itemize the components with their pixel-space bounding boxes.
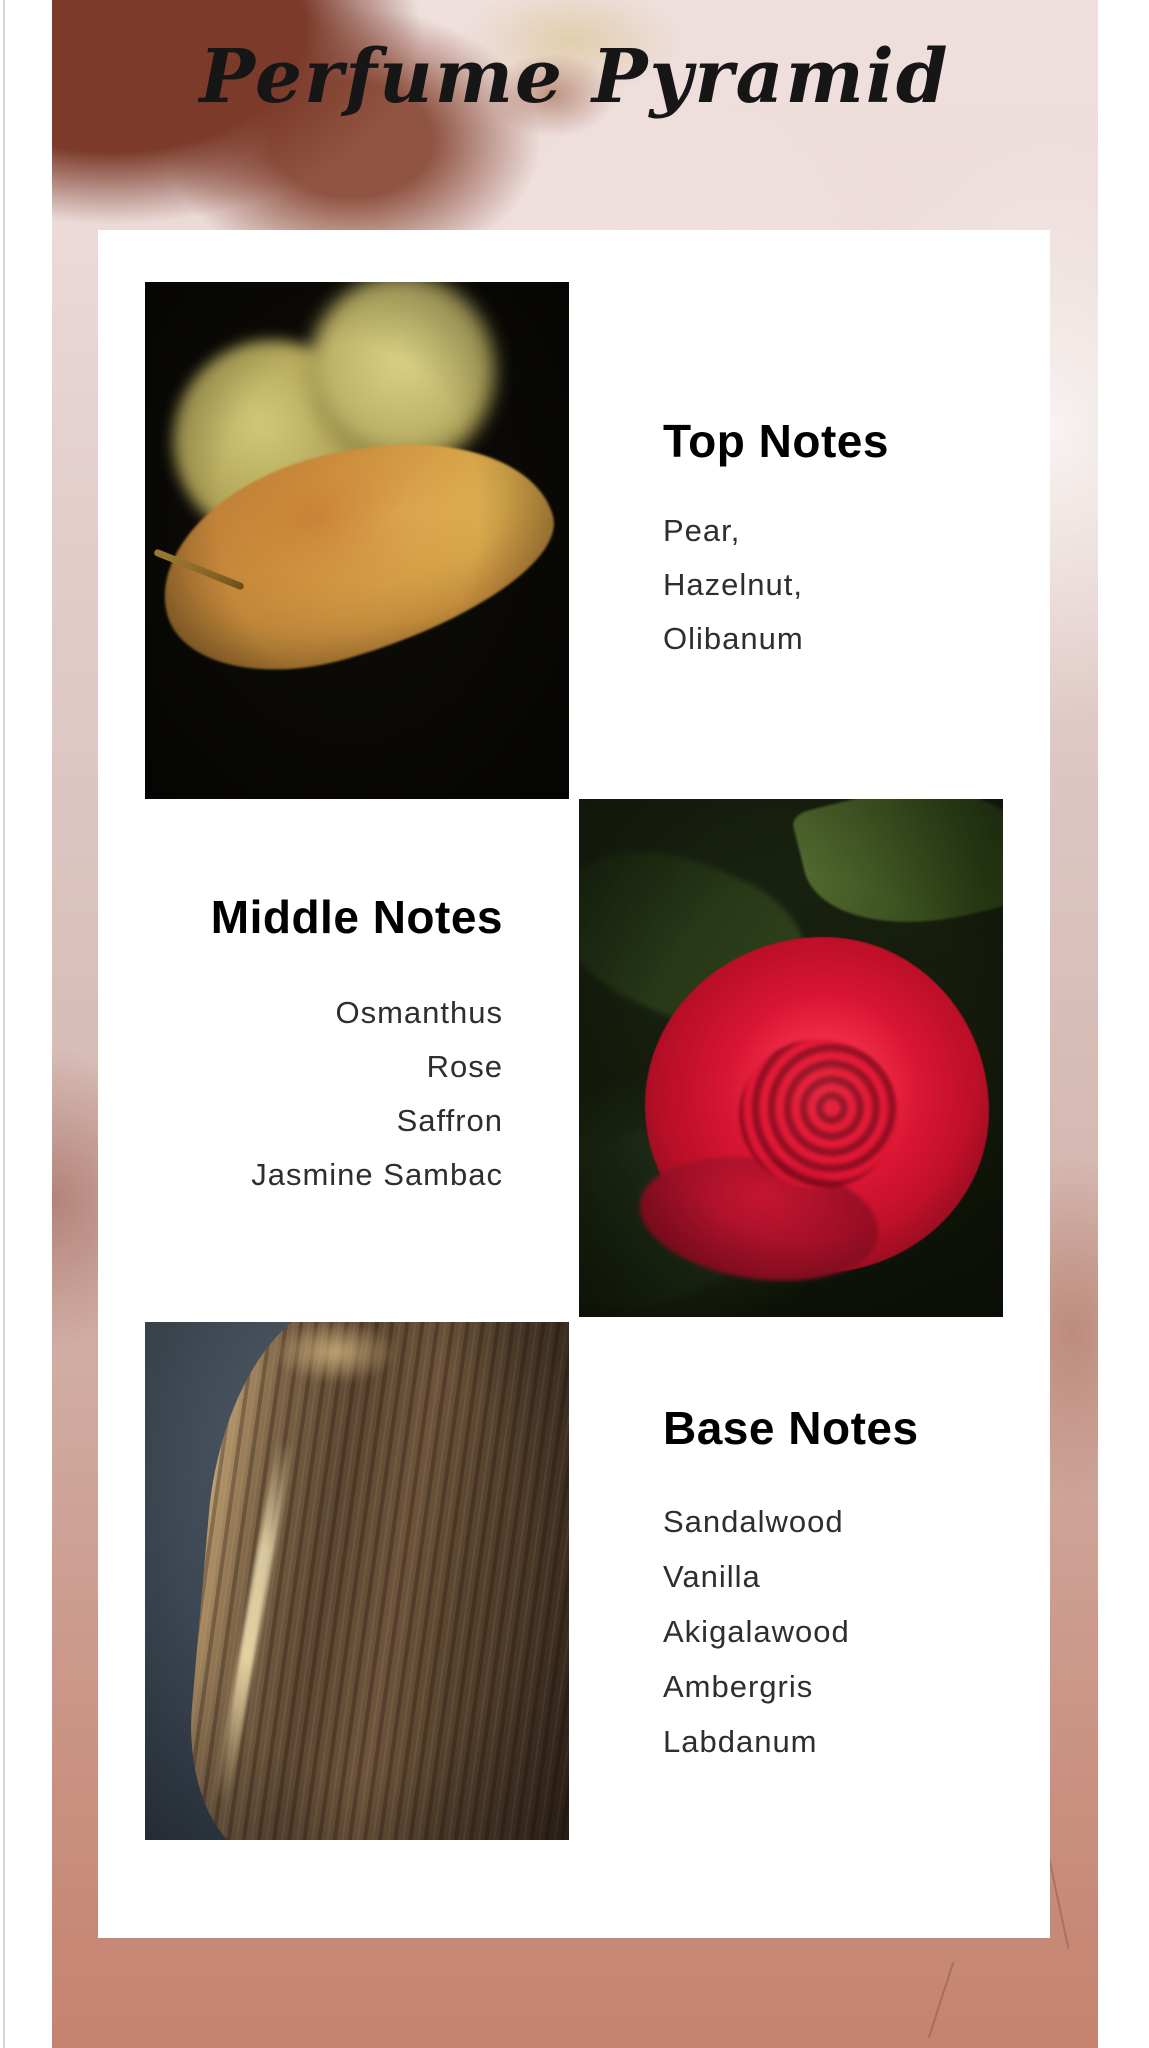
top-notes-list [663, 504, 804, 666]
base-notes-heading: Base Notes [663, 1402, 919, 1454]
weathered-wood-photo [145, 1322, 569, 1840]
pears-photo [145, 282, 569, 799]
base-notes-list [663, 1494, 850, 1769]
note-item: Olibanum [663, 621, 804, 656]
note-item: Sandalwood [663, 1503, 844, 1539]
note-item: Osmanthus [335, 995, 503, 1030]
middle-notes-list [120, 986, 503, 1202]
middle-notes-heading: Middle Notes [210, 891, 503, 943]
note-item: Jasmine Sambac [251, 1157, 503, 1192]
pear-shape-back-right [308, 282, 496, 468]
rose-petal-spiral [739, 1039, 899, 1189]
note-item: Vanilla [663, 1558, 761, 1594]
note-item: Saffron [396, 1103, 503, 1138]
content-card [98, 230, 1050, 1938]
note-item: Labdanum [663, 1723, 818, 1759]
red-rose-photo [579, 799, 1003, 1317]
note-item: Akigalawood [663, 1613, 850, 1649]
poster-title: Perfume Pyramid [199, 34, 950, 120]
top-notes-heading: Top Notes [663, 415, 889, 467]
rose-leaf-top [790, 799, 1003, 951]
note-item: Ambergris [663, 1668, 814, 1704]
note-item: Pear, [663, 513, 741, 548]
note-item: Rose [426, 1049, 503, 1084]
left-edge-line [3, 0, 5, 2048]
wood-knot-highlight [275, 1322, 395, 1382]
wood-trunk [179, 1322, 569, 1840]
note-item: Hazelnut, [663, 567, 803, 602]
